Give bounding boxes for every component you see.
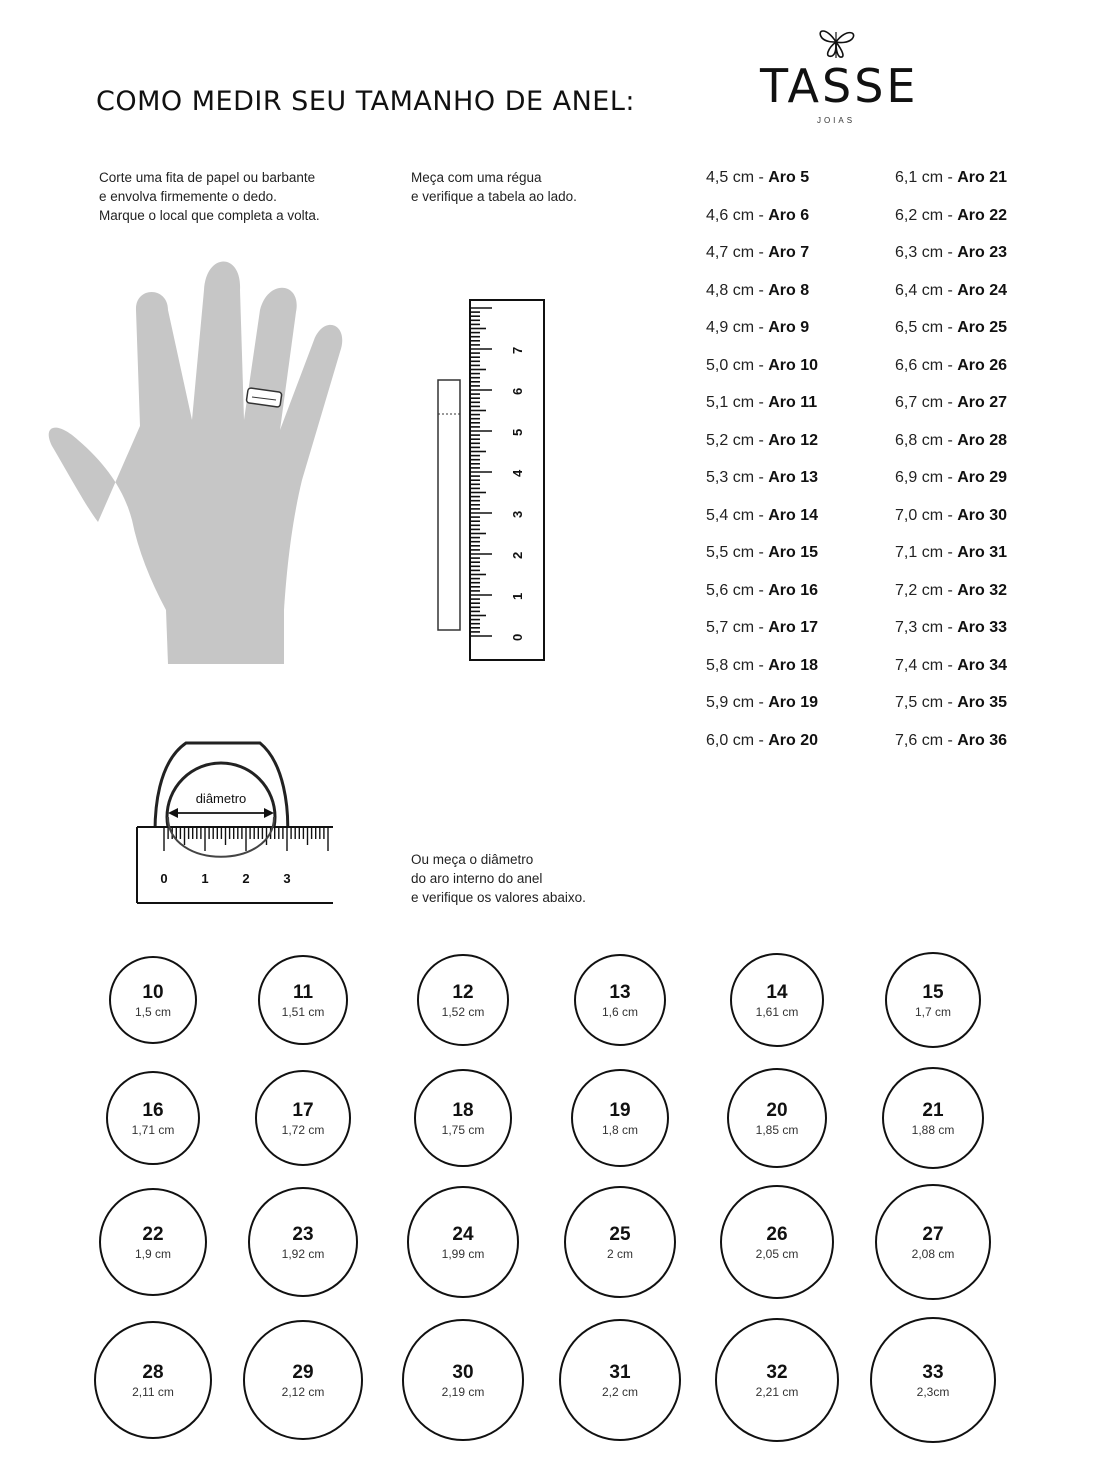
ring-size-value: Aro 18 [768,656,819,674]
ring-size-value: Aro 5 [768,169,810,186]
ring-size-value: Aro 27 [957,394,1008,411]
ring-size-number: 23 [292,1223,314,1245]
separator: - [754,656,769,674]
ring-size-circle [402,1319,523,1440]
ring-size-value: Aro 19 [768,694,819,711]
ring-size-circle [715,1318,839,1442]
ring-diameter-value: 1,9 cm [134,1247,171,1261]
ring-size-number: 29 [292,1361,314,1383]
ring-size-value: Aro 7 [768,244,810,261]
ring-size-circle [571,1069,670,1168]
separator: - [943,619,958,636]
ring-size-value: Aro 17 [768,619,819,636]
size-table-row [706,617,818,655]
instruction-line: Ou meça o diâmetro [411,852,534,867]
separator: - [943,356,958,374]
instruction-line: Meça com uma régua [411,170,542,185]
hand-illustration [40,250,360,670]
size-table-row [706,355,818,393]
size-table-row [895,580,1007,618]
separator: - [754,394,769,411]
ring-size-value: Aro 23 [957,244,1008,261]
instruction-step-3 [411,850,586,907]
ruler-number: 5 [510,428,525,436]
ring-size-value: Aro 31 [957,544,1008,561]
separator: - [943,281,958,299]
circumference-value: 6,7 cm [895,394,944,411]
ring-size-number: 14 [766,981,788,1003]
circumference-value: 7,0 cm [895,506,944,524]
ring-size-number: 30 [452,1361,474,1383]
instruction-line: Corte uma fita de papel ou barbante [99,170,316,185]
ring-size-value: Aro 35 [957,694,1008,711]
ring-size-number: 17 [292,1099,314,1121]
circumference-value: 6,4 cm [895,281,944,299]
ring-size-number: 10 [142,982,164,1003]
ring-size-circle [875,1184,991,1300]
ring-size-value: Aro 30 [957,506,1008,524]
ring-size-value: Aro 33 [957,619,1008,636]
ring-size-circle [559,1319,682,1442]
ring-size-value: Aro 9 [768,319,810,336]
size-table-row [895,392,1007,430]
size-table-row [895,430,1007,468]
ring-size-value: Aro 26 [957,356,1008,374]
ring-diameter-value: 2 cm [606,1246,633,1261]
circumference-value: 6,5 cm [895,319,944,336]
size-table-row [706,205,818,243]
ring-size-number: 15 [922,982,944,1003]
size-table-row [706,167,818,205]
ring-size-number: 19 [609,1099,631,1121]
size-table-row [706,655,818,693]
ring-size-number: 28 [142,1362,164,1383]
ruler-number: 2 [510,551,525,559]
ring-size-circle [574,954,667,1047]
separator: - [754,169,769,186]
ring-size-number: 11 [292,981,314,1003]
ring-size-circle [414,1069,511,1166]
separator: - [754,544,769,561]
ring-size-circle [407,1186,518,1297]
ruler-number: 6 [510,387,525,395]
circumference-value: 5,8 cm [706,656,755,674]
ring-size-circle [106,1071,200,1165]
size-table-row [895,655,1007,693]
circumference-value: 6,9 cm [895,469,944,486]
ring-diameter-value: 1,5 cm [134,1005,171,1019]
diameter-ruler-number: 0 [160,871,168,886]
ring-size-number: 13 [609,981,631,1003]
separator: - [754,469,769,486]
size-table-row [706,580,818,618]
ruler-number: 0 [510,633,525,641]
ring-diameter-value: 1,72 cm [281,1122,325,1137]
circumference-value: 7,1 cm [895,544,944,561]
ring-diameter-value: 1,8 cm [601,1122,638,1137]
diameter-ruler-number: 2 [242,871,250,886]
ring-size-number: 26 [766,1223,788,1245]
instruction-step-1 [99,168,320,225]
ring-diameter-value: 1,52 cm [441,1004,485,1019]
ring-size-value: Aro 20 [768,731,819,749]
ruler-number: 7 [510,346,525,354]
circumference-value: 4,8 cm [706,281,755,299]
ring-size-circle [258,955,348,1045]
separator: - [943,431,958,449]
ring-diameter-value: 1,7 cm [914,1005,951,1019]
circumference-value: 6,3 cm [895,244,944,261]
separator: - [943,244,958,261]
ring-size-value: Aro 25 [957,319,1008,336]
ring-size-circle [885,952,981,1048]
circumference-value: 5,0 cm [706,356,755,374]
ring-diameter-value: 2,12 cm [281,1384,325,1399]
ring-size-circle [720,1185,834,1299]
ring-size-circle [255,1070,351,1166]
size-table-row [895,317,1007,355]
separator: - [754,281,769,299]
ring-size-value: Aro 8 [768,281,810,299]
ring-diameter-value: 1,75 cm [441,1122,485,1137]
size-table-row [706,242,818,280]
ring-size-value: Aro 29 [957,469,1008,486]
ring-size-circle [109,956,197,1044]
ring-size-value: Aro 16 [768,581,819,599]
separator: - [754,581,769,599]
ring-size-number: 27 [922,1224,944,1245]
separator: - [754,319,769,336]
ring-size-circle [564,1186,677,1299]
measuring-ruler [430,296,560,666]
separator: - [943,319,958,336]
instruction-line: e envolva firmemente o dedo. [99,189,277,204]
circumference-value: 4,6 cm [706,206,755,224]
ring-size-number: 12 [452,981,474,1003]
ring-diameter-value: 2,11 cm [132,1385,174,1399]
size-table-row [706,467,818,505]
brand-subtitle: JOIAS [816,116,856,125]
ring-size-value: Aro 6 [768,206,810,224]
circumference-value: 5,7 cm [706,619,755,636]
ring-size-value: Aro 24 [957,281,1008,299]
circumference-value: 6,0 cm [706,731,755,749]
instruction-line: e verifique a tabela ao lado. [411,189,577,204]
ring-size-number: 22 [142,1224,164,1245]
instruction-line: e verifique os valores abaixo. [411,890,586,905]
circumference-value: 7,2 cm [895,581,944,599]
circumference-value: 5,1 cm [706,394,755,411]
ring-size-number: 18 [452,1099,474,1121]
size-table-row [895,280,1007,318]
ring-diameter-value: 1,85 cm [755,1122,799,1137]
diameter-ruler-number: 3 [283,871,291,886]
separator: - [754,619,769,636]
separator: - [943,394,958,411]
size-table-row [706,317,818,355]
ring-diameter-value: 1,71 cm [131,1123,175,1137]
ring-diameter-value: 2,19 cm [441,1384,485,1399]
circumference-value: 7,4 cm [895,656,944,674]
ring-size-value: Aro 36 [957,731,1008,749]
instruction-line: Marque o local que completa a volta. [99,208,320,223]
separator: - [943,656,958,674]
separator: - [943,544,958,561]
ring-diameter-value: 1,61 cm [755,1004,799,1019]
size-table-row [895,242,1007,280]
separator: - [754,206,769,224]
ring-size-number: 32 [766,1361,788,1383]
circumference-value: 5,6 cm [706,581,755,599]
ring-diameter-value: 1,88 cm [911,1123,955,1137]
ring-diameter-value: 2,2 cm [601,1384,638,1399]
ring-diameter-value: 1,51 cm [281,1004,325,1019]
ring-size-value: Aro 13 [768,469,819,486]
instruction-line: do aro interno do anel [411,871,543,886]
ring-size-circle [727,1068,827,1168]
ring-size-circle [417,954,508,1045]
separator: - [943,694,958,711]
separator: - [943,169,958,186]
ring-size-value: Aro 10 [768,356,819,374]
ring-size-circle [99,1188,207,1296]
ring-diameter-value: 2,05 cm [755,1246,799,1261]
separator: - [754,244,769,261]
ring-size-value: Aro 28 [957,431,1008,449]
ring-size-number: 20 [766,1099,788,1121]
ring-size-number: 31 [609,1361,631,1383]
ring-size-circle [882,1067,984,1169]
ring-size-circle [243,1320,363,1440]
circumference-value: 5,3 cm [706,469,755,486]
ring-size-value: Aro 11 [768,394,818,411]
size-table-row [895,692,1007,730]
circumference-value: 6,8 cm [895,431,944,449]
separator: - [754,431,769,449]
circumference-value: 5,2 cm [706,431,755,449]
ring-size-value: Aro 32 [957,581,1008,599]
size-table-right-column [895,167,1007,767]
separator: - [943,206,958,224]
size-table-row [706,430,818,468]
circumference-value: 7,6 cm [895,731,944,749]
size-table-row [895,355,1007,393]
ring-size-number: 16 [142,1100,164,1121]
diameter-label: diâmetro [195,791,247,806]
instruction-step-2 [411,168,577,206]
circumference-value: 5,9 cm [706,694,755,711]
ring-diameter-value: 2,21 cm [755,1384,799,1399]
ring-size-number: 25 [609,1223,631,1245]
separator: - [754,731,769,749]
circumference-value: 5,4 cm [706,506,755,524]
separator: - [754,694,769,711]
size-table-row [895,542,1007,580]
ring-size-number: 24 [452,1223,474,1245]
separator: - [754,356,769,374]
ring-size-value: Aro 15 [768,544,819,561]
ring-size-number: 21 [922,1100,944,1121]
ring-size-number: 33 [922,1362,944,1383]
ring-diameter-value: 1,99 cm [441,1246,485,1261]
circumference-value: 7,3 cm [895,619,944,636]
ring-size-circle [870,1317,996,1443]
size-table-left-column [706,167,818,767]
page-title: COMO MEDIR SEU TAMANHO DE ANEL: [96,86,635,117]
ring-size-value: Aro 34 [957,656,1008,674]
size-table-row [706,692,818,730]
size-table-row [895,730,1007,768]
size-table-row [706,730,818,768]
circumference-value: 6,1 cm [895,169,944,186]
circumference-value: 4,5 cm [706,169,755,186]
ring-size-value: Aro 14 [768,506,819,524]
diameter-ruler-number: 1 [201,871,209,886]
circumference-value: 6,2 cm [895,206,944,224]
size-table-row [895,505,1007,543]
ring-size-value: Aro 12 [768,431,819,449]
circumference-value: 4,7 cm [706,244,755,261]
size-table-row [706,505,818,543]
separator: - [754,506,769,524]
size-table-row [895,205,1007,243]
separator: - [943,731,958,749]
circumference-value: 5,5 cm [706,544,755,561]
ring-size-value: Aro 22 [957,206,1008,224]
ring-size-circle [94,1321,212,1439]
ruler-number: 1 [510,592,525,600]
ring-diameter-value: 1,6 cm [601,1004,638,1019]
separator: - [943,506,958,524]
ruler-number: 3 [510,510,525,518]
separator: - [943,469,958,486]
size-table-row [895,167,1007,205]
ring-diameter-value: 1,92 cm [281,1246,325,1261]
ring-diameter-value: 2,08 cm [911,1247,955,1261]
ring-diameter-value: 2,3cm [916,1385,950,1399]
size-table-row [895,467,1007,505]
circumference-value: 6,6 cm [895,356,944,374]
ring-diameter-figure [130,735,340,910]
size-table-row [706,392,818,430]
ring-size-circle [730,953,824,1047]
ruler-number: 4 [510,469,525,477]
brand-name: TASSE [760,59,919,113]
size-table-row [895,617,1007,655]
ring-size-circle [248,1187,358,1297]
size-table-row [706,280,818,318]
ring-size-value: Aro 21 [957,169,1008,186]
circumference-value: 7,5 cm [895,694,944,711]
size-table-row [706,542,818,580]
butterfly-logo-icon [812,22,860,62]
separator: - [943,581,958,599]
circumference-value: 4,9 cm [706,319,755,336]
